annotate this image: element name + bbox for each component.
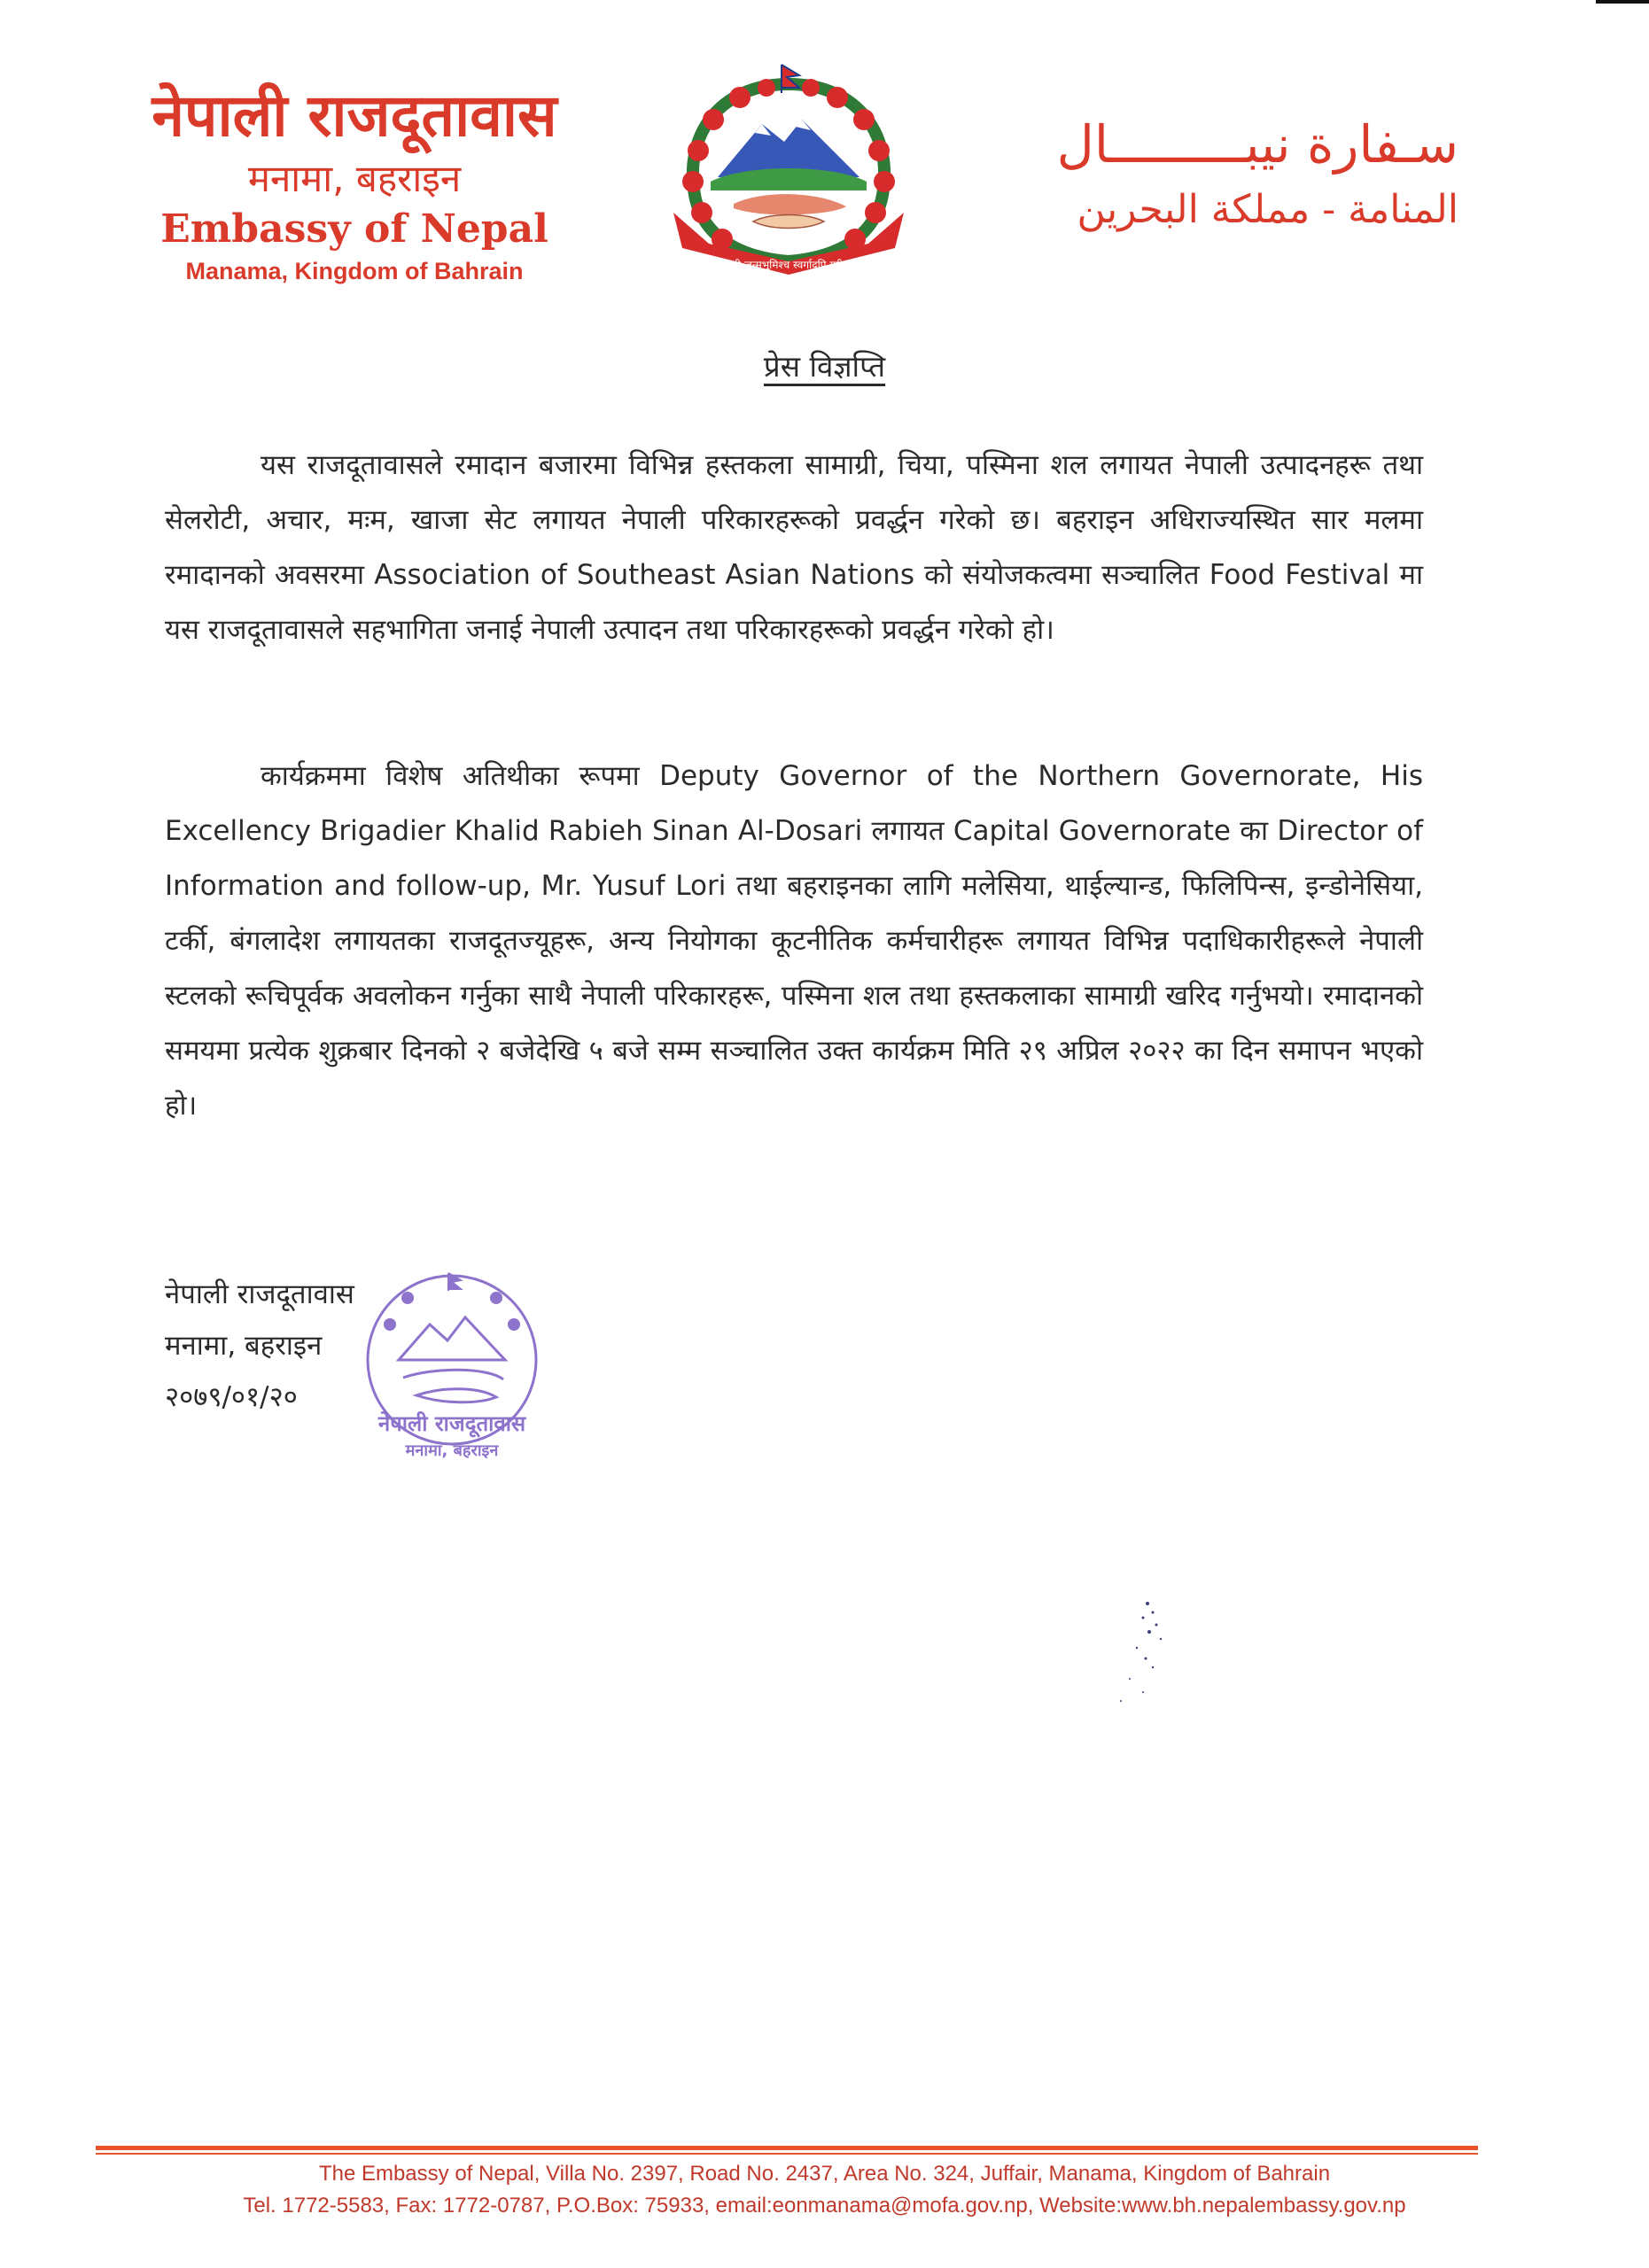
official-seal-stamp <box>354 1262 549 1466</box>
letterhead-arabic-title: سـفارة نيبـــــــــال <box>1056 114 1458 175</box>
scan-corner-mark <box>1596 0 1649 4</box>
letterhead-nepali-title: नेपाली राजदूतावास <box>152 82 557 150</box>
letterhead-arabic-subtitle: المنامة - مملكة البحرين <box>1077 187 1458 232</box>
press-release-heading: प्रेस विज्ञप्ति <box>763 349 886 384</box>
signature-line-2: मनामा, बहराइन <box>165 1330 323 1362</box>
footer-rule-thick <box>96 2146 1478 2150</box>
footer-address: The Embassy of Nepal, Villa No. 2397, Road No. 2437, Area No. 324, Juffair, Manama, Kingdom of Bahrain <box>318 2162 1331 2186</box>
scan-speckle-marks <box>1094 1595 1201 1719</box>
signature-date: २०७९/०१/२० <box>165 1381 298 1413</box>
emblem-motto: जननी जन्मभूमिश्च स्वर्गादपि गरीयसी <box>718 259 860 271</box>
footer-rule-thin <box>96 2153 1478 2155</box>
body-paragraph-2 <box>165 749 1423 1133</box>
body-paragraph-1-text: यस राजदूतावासले रमादान बजारमा विभिन्न हस्तकला सामाग्री, चिया, पस्मिना शल लगायत नेपाली उत्पादनहरू तथा सेलरोटी, अचार, मःम, खाजा सेट लगायत नेपाली परिकारहरूको प्रवर्द्धन गरेको छ। बहराइन अधिराज्यस्थित सार मलमा रमादानको अवसरमा Association of Southeast Asian Nations को संयोजकत्वमा सञ्चालित Food Festival मा यस राजदूतावासले सहभागिता जनाई नेपाली उत्पादन तथा परिकारहरूको प्रवर्द्धन गरेको हो। <box>165 449 1423 646</box>
footer-contact-details: Tel. 1772-5583, Fax: 1772-0787, P.O.Box: 75933, email:eonmanama@mofa.gov.np, Website:www.bh.nepalembassy.gov.np <box>243 2194 1406 2218</box>
seal-text-top: नेपाली राजदूतावास <box>377 1411 526 1436</box>
body-paragraph-1 <box>165 438 1423 657</box>
signature-line-1: नेपाली राजदूतावास <box>165 1278 354 1310</box>
letterhead-right <box>998 111 1458 237</box>
letterhead-nepali-subtitle: मनामा, बहराइन <box>247 157 462 200</box>
letterhead-english-title: Embassy of Nepal <box>160 206 548 252</box>
letterhead-english-subtitle: Manama, Kingdom of Bahrain <box>185 258 524 284</box>
letterhead-left <box>124 78 585 287</box>
seal-text-bottom: मनामा, बहराइन <box>405 1441 499 1460</box>
signature-block <box>165 1269 354 1423</box>
body-paragraph-2-text: कार्यक्रममा विशेष अतिथीका रूपमा Deputy Governor of the Northern Governorate, His Excellency Brigadier Khalid Rabieh Sinan Al-Dosari लगायत Capital Governorate का Director of Information and follow-up, Mr. Yusuf Lori तथा बहराइनका लागि मलेसिया, थाईल्यान्ड, फिलिपिन्स, इन्डोनेसिया, टर्की, बंगलादेश लगायतका राजदूतज्यूहरू, अन्य नियोगका कूटनीतिक कर्मचारीहरू लगायत विभिन्न पदाधिकारीहरूले नेपाली स्टलको रूचिपूर्वक अवलोकन गर्नुका साथै नेपाली परिकारहरू, पस्मिना शल तथा हस्तकलाका सामाग्री खरिद गर्नुभयो। रमादानको समयमा प्रत्येक शुक्रबार दिनको २ बजेदेखि ५ बजे सम्म सञ्चालित उक्त कार्यक्रम मिति २९ अप्रिल २०२२ का दिन समापन भएको हो। <box>165 760 1423 1122</box>
footer-contact <box>0 2158 1649 2222</box>
nepal-emblem <box>656 58 922 290</box>
